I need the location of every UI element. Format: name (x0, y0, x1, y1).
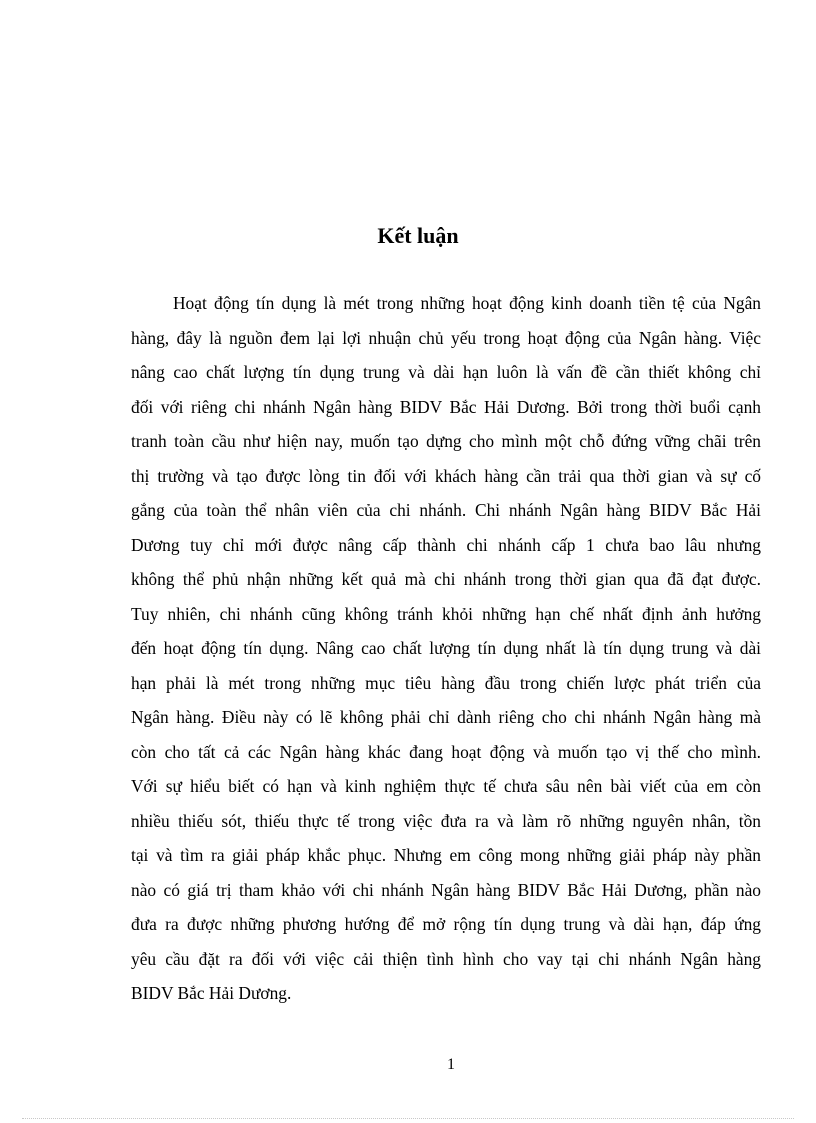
paragraph-line (131, 395, 761, 430)
paragraph-line (131, 360, 761, 395)
paragraph-line (131, 602, 761, 637)
paragraph-line (131, 498, 761, 533)
paragraph-line (131, 705, 761, 740)
line-text: đối với riêng chi nhánh Ngân hàng BIDV Bắc Hải Dương. Bởi trong thời buổi cạnh (131, 396, 761, 417)
line-text: hạn phải là mét trong những mục tiêu hàng đầu trong chiến lược phát triển của (131, 672, 761, 693)
paragraph-line (131, 843, 761, 878)
line-text: tranh toàn cầu như hiện nay, muốn tạo dựng cho mình một chỗ đứng vững chãi trên (131, 431, 761, 451)
paragraph-line (131, 429, 761, 464)
line-text: nào có giá trị tham khảo với chi nhánh Ngân hàng BIDV Bắc Hải Dương, phần nào (131, 879, 761, 900)
paragraph-line (131, 740, 761, 775)
line-text: tại và tìm ra giải pháp khắc phục. Nhưng em công mong những giải pháp này phần (131, 845, 761, 865)
line-text: còn cho tất cả các Ngân hàng khác đang hoạt động và muốn tạo vị thế cho mình. (131, 741, 761, 762)
paragraph-line (131, 774, 761, 809)
line-text: Dương tuy chỉ mới được nâng cấp thành chi nhánh cấp 1 chưa bao lâu nhưng (131, 534, 761, 555)
paragraph-line (131, 947, 761, 982)
line-text: hàng, đây là nguồn đem lại lợi nhuận chủ yếu trong hoạt động của Ngân hàng. Việc (131, 327, 761, 348)
line-text: yêu cầu đặt ra đối với việc cải thiện tình hình cho vay tại chi nhánh Ngân hàng (131, 948, 761, 969)
conclusion-paragraph (131, 291, 761, 1016)
line-text: Hoạt động tín dụng là mét trong những hoạt động kinh doanh tiền tệ của Ngân (173, 293, 761, 313)
paragraph-line (131, 533, 761, 568)
paragraph-line (131, 464, 761, 499)
line-text: không thể phủ nhận những kết quả mà chi nhánh trong thời gian qua đã đạt được. (131, 569, 761, 589)
line-text: Tuy nhiên, chi nhánh cũng không tránh khỏi những hạn chế nhất định ảnh hưởng (131, 603, 761, 624)
line-text: thị trường và tạo được lòng tin đối với khách hàng cần trải qua thời gian và sự cố (131, 465, 761, 486)
line-text: gắng của toàn thể nhân viên của chi nhánh. Chi nhánh Ngân hàng BIDV Bắc Hải (131, 500, 761, 520)
paragraph-line (131, 809, 761, 844)
paragraph-line (131, 878, 761, 913)
paragraph-line (131, 671, 761, 706)
page-number: 1 (447, 1056, 455, 1073)
line-text: đưa ra được những phương hướng để mở rộng tín dụng trung và dài hạn, đáp ứng (131, 914, 761, 934)
paragraph-line (131, 981, 761, 1016)
line-text: BIDV Bắc Hải Dương. (131, 983, 292, 1003)
line-text: nâng cao chất lượng tín dụng trung và dài hạn luôn là vấn đề cần thiết không chỉ (131, 362, 761, 382)
page-title: Kết luận (377, 223, 459, 248)
paragraph-line (131, 291, 761, 326)
paragraph-line (131, 326, 761, 361)
paragraph-line (131, 912, 761, 947)
line-text: Ngân hàng. Điều này có lẽ không phải chỉ dành riêng cho chi nhánh Ngân hàng mà (131, 707, 761, 727)
paragraph-line (131, 636, 761, 671)
line-text: đến hoạt động tín dụng. Nâng cao chất lượng tín dụng nhất là tín dụng trung và dài (131, 638, 761, 658)
paragraph-line (131, 567, 761, 602)
line-text: nhiều thiếu sót, thiếu thực tế trong việc đưa ra và làm rõ những nguyên nhân, tồn (131, 810, 761, 831)
line-text: Với sự hiểu biết có hạn và kinh nghiệm thực tế chưa sâu nên bài viết của em còn (131, 776, 761, 796)
page-bottom-divider (22, 1118, 794, 1119)
